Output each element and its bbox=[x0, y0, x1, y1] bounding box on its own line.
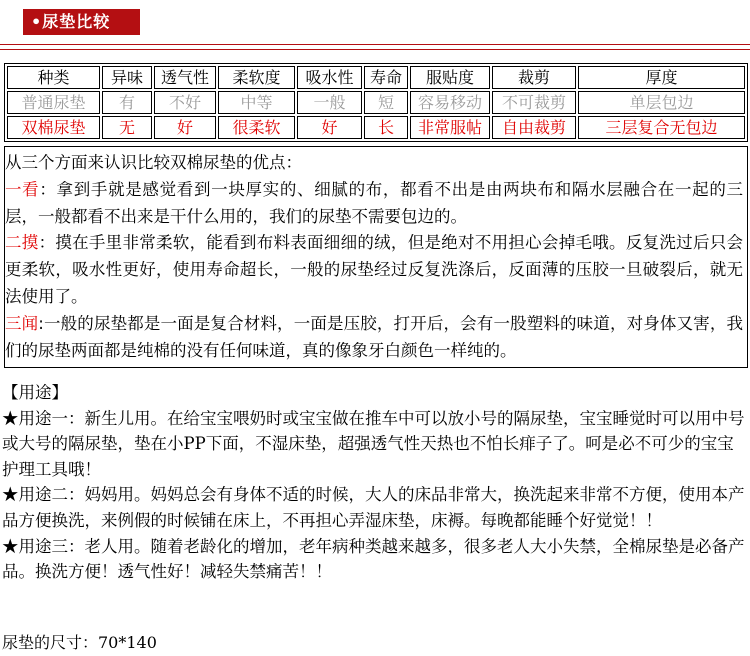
usage-heading: 【用途】 bbox=[2, 383, 68, 402]
header-cell: 吸水性 bbox=[297, 66, 362, 89]
table-cell: 自由裁剪 bbox=[492, 116, 576, 139]
advantage-lead: 三闻 bbox=[5, 313, 39, 333]
usage-item-elderly: ★用途三：老人用。随着老龄化的增加，老年病种类越来越多，很多老人大小失禁，全棉尿垫是必备产品。换洗方便！透气性好！减轻失禁痛苦！！ bbox=[2, 536, 745, 582]
advantage-text: ：摸在手里非常柔软，能看到布料表面细细的绒，但是绝对不用担心会掉毛哦。反复洗过后只会更柔软，吸水性更好，使用寿命超长，一般的尿垫经过反复洗涤后，反面薄的压胶一旦破裂后，就无法使用了。 bbox=[5, 233, 744, 306]
table-cell: 双棉尿垫 bbox=[7, 116, 100, 139]
advantages-intro: 从三个方面来认识比较双棉尿垫的优点： bbox=[5, 153, 302, 172]
table-cell: 不好 bbox=[154, 91, 216, 114]
table-cell: 非常服帖 bbox=[410, 116, 490, 139]
table-cell: 一般 bbox=[297, 91, 362, 114]
comparison-table bbox=[4, 63, 748, 142]
advantage-lead: 一看 bbox=[5, 179, 40, 199]
table-cell: 中等 bbox=[218, 91, 295, 114]
table-row-ordinary bbox=[7, 91, 745, 114]
advantages-box bbox=[4, 146, 748, 368]
table-cell: 三层复合无包边 bbox=[578, 116, 745, 139]
advantage-touch bbox=[5, 230, 743, 310]
usage-item-newborn: ★用途一：新生儿用。在给宝宝喂奶时或宝宝做在推车中可以放小号的隔尿垫，宝宝睡觉时可以用中号或大号的隔尿垫，垫在小PP下面，不湿床垫，超强透气性天热也不怕长痱子了。呵是必不可少的宝宝护理工具哦！ bbox=[2, 408, 745, 479]
header-cell: 柔软度 bbox=[218, 66, 295, 89]
divider-line-top bbox=[0, 44, 750, 45]
advantage-text: :一般的尿垫都是一面是复合材料，一面是压胶，打开后，会有一股塑料的味道，对身体又害，我们的尿垫两面都是纯棉的没有任何味道，真的像象牙白颜色一样纯的。 bbox=[5, 313, 744, 360]
table-cell: 无 bbox=[102, 116, 152, 139]
table-cell: 普通尿垫 bbox=[7, 91, 100, 114]
table-cell: 单层包边 bbox=[578, 91, 745, 114]
header-cell: 寿命 bbox=[364, 66, 408, 89]
advantage-look bbox=[5, 177, 743, 231]
table-header-row bbox=[7, 66, 745, 89]
header-cell: 异味 bbox=[102, 66, 152, 89]
header-cell: 裁剪 bbox=[492, 66, 576, 89]
header-cell: 服贴度 bbox=[410, 66, 490, 89]
table-cell: 不可裁剪 bbox=[492, 91, 576, 114]
usage-section bbox=[2, 380, 746, 585]
size-text: 尿垫的尺寸：70*140 bbox=[2, 633, 157, 652]
table-cell: 有 bbox=[102, 91, 152, 114]
divider-line-bottom bbox=[0, 49, 750, 50]
section-title: •尿垫比较 bbox=[31, 12, 111, 31]
header-cell: 厚度 bbox=[578, 66, 745, 89]
table-cell: 好 bbox=[154, 116, 216, 139]
advantage-smell bbox=[5, 311, 743, 365]
header-cell: 种类 bbox=[7, 66, 100, 89]
table-cell: 长 bbox=[364, 116, 408, 139]
table-cell: 容易移动 bbox=[410, 91, 490, 114]
advantage-lead: 二摸 bbox=[5, 233, 39, 253]
table-cell: 短 bbox=[364, 91, 408, 114]
table-cell: 很柔软 bbox=[218, 116, 295, 139]
advantage-text: ：拿到手就是感觉看到一块厚实的、细腻的布，都看不出是由两块布和隔水层融合在一起的三层，一般都看不出来是干什么用的，我们的尿垫不需要包边的。 bbox=[5, 179, 744, 226]
table-cell: 好 bbox=[297, 116, 362, 139]
section-title-banner bbox=[23, 9, 140, 35]
header-cell: 透气性 bbox=[154, 66, 216, 89]
table-row-cotton bbox=[7, 116, 745, 139]
usage-item-mother: ★用途二：妈妈用。妈妈总会有身体不适的时候，大人的床品非常大，换洗起来非常不方便，使用本产品方便换洗，来例假的时候铺在床上，不再担心弄湿床垫，床褥。每晚都能睡个好觉觉！！ bbox=[2, 485, 745, 530]
